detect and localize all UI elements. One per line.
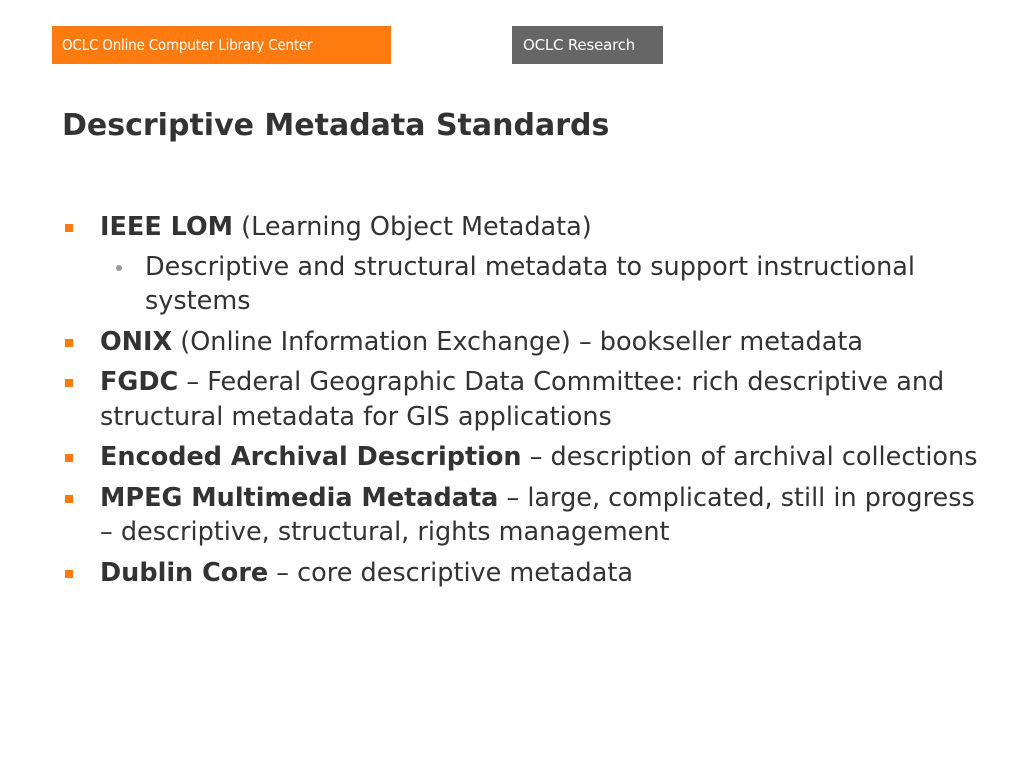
square-bullet-icon (65, 454, 73, 462)
square-bullet-icon (65, 224, 73, 232)
square-bullet-icon (65, 379, 73, 387)
bullet-fgdc (100, 365, 980, 434)
oclc-research-banner: OCLC Research (512, 26, 663, 64)
sub-bullet-list (100, 250, 980, 319)
bullet-ead (100, 440, 980, 475)
square-bullet-icon (65, 339, 73, 347)
bullet-text: – Federal Geographic Data Committee: rich descriptive and structural metadata for GIS applications (100, 367, 945, 432)
square-bullet-icon (65, 570, 73, 578)
bullet-term: MPEG Multimedia Metadata (100, 482, 499, 513)
bullet-term: FGDC (100, 367, 179, 397)
bullet-text: (Online Information Exchange) – bookseller metadata (172, 326, 863, 357)
bullet-text: – description of archival collections (521, 442, 978, 472)
sub-bullet-item (100, 250, 980, 319)
round-bullet-icon (116, 265, 122, 271)
oclc-banner: OCLC Online Computer Library Center (52, 26, 391, 64)
sub-bullet-text: Descriptive and structural metadata to support instructional systems (145, 251, 916, 316)
bullet-onix (100, 325, 980, 360)
bullet-term: ONIX (100, 326, 173, 357)
square-bullet-icon (65, 495, 73, 503)
bullet-mpeg (100, 481, 980, 550)
bullet-list (100, 210, 980, 596)
bullet-term: Encoded Archival Description (100, 442, 522, 472)
bullet-dublin-core (100, 556, 980, 591)
bullet-term: Dublin Core (100, 557, 269, 588)
bullet-ieee-lom (100, 210, 980, 319)
bullet-text: – core descriptive metadata (268, 557, 633, 588)
bullet-text: (Learning Object Metadata) (233, 212, 592, 242)
slide-title: Descriptive Metadata Standards (62, 108, 610, 143)
bullet-text: – large, complicated, still in progress – descriptive, structural, rights management (100, 482, 975, 547)
bullet-term: IEEE LOM (100, 212, 234, 242)
